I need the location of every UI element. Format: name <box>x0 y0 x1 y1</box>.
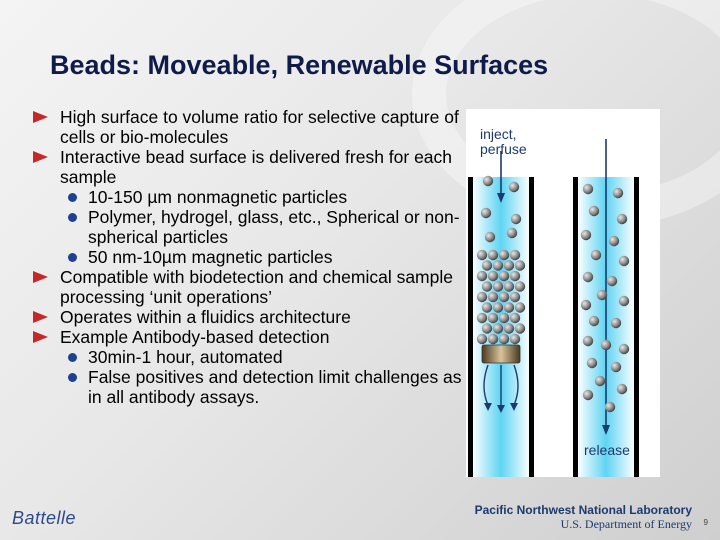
bead <box>581 300 591 310</box>
lab-name: Pacific Northwest National Laboratory <box>474 503 692 517</box>
bead <box>499 292 509 302</box>
bead <box>591 250 601 260</box>
bead <box>511 214 521 224</box>
bead <box>499 250 509 260</box>
bead <box>617 214 627 224</box>
pnnl-logo <box>475 503 692 532</box>
bead <box>589 316 599 326</box>
bead <box>488 313 498 323</box>
bead <box>601 340 611 350</box>
bead <box>493 323 503 333</box>
inject-label: inject, <box>480 126 517 142</box>
bullet-item: Operates within a fluidics architecture <box>30 307 470 327</box>
bead <box>493 302 503 312</box>
left-column-wall-left <box>468 177 473 477</box>
bead <box>587 358 597 368</box>
bead <box>509 182 519 192</box>
bead <box>617 384 627 394</box>
bead <box>477 313 487 323</box>
bead <box>611 362 621 372</box>
bead <box>481 208 491 218</box>
bead <box>504 260 514 270</box>
bead <box>510 271 520 281</box>
bead <box>504 281 514 291</box>
bead <box>515 302 525 312</box>
bead <box>493 260 503 270</box>
bead <box>589 206 599 216</box>
bead <box>607 276 617 286</box>
bead <box>583 390 593 400</box>
bead <box>613 188 623 198</box>
bead <box>485 232 495 242</box>
bullet-item: Interactive bead surface is delivered fresh for each sample <box>30 147 470 187</box>
bead <box>611 318 621 328</box>
filter-frit <box>482 345 520 363</box>
bead <box>482 302 492 312</box>
release-label: release <box>584 442 630 458</box>
bead <box>510 334 520 344</box>
bead <box>515 281 525 291</box>
bullet-list <box>30 107 470 407</box>
bead <box>477 271 487 281</box>
bead <box>499 271 509 281</box>
bead <box>482 260 492 270</box>
bullet-item: High surface to volume ratio for selective capture of cells or bio-molecules <box>30 107 470 147</box>
bead <box>507 228 517 238</box>
bead <box>499 313 509 323</box>
bead-column-illustration <box>466 109 660 477</box>
slide-title: Beads: Moveable, Renewable Surfaces <box>50 50 549 80</box>
bead <box>515 323 525 333</box>
bead <box>477 250 487 260</box>
bead <box>504 302 514 312</box>
bead <box>488 334 498 344</box>
bead <box>483 176 493 186</box>
bead <box>482 323 492 333</box>
bead <box>477 334 487 344</box>
bead <box>609 236 619 246</box>
bead-column-diagram <box>466 109 660 477</box>
sub-bullet-item: False positives and detection limit challenges as in all antibody assays. <box>30 367 470 407</box>
department-name: U.S. Department of Energy <box>560 517 692 531</box>
bead <box>583 336 593 346</box>
bead <box>583 184 593 194</box>
sub-bullet-item: 10-150 µm nonmagnetic particles <box>30 187 470 207</box>
bead <box>605 402 615 412</box>
perfuse-label: perfuse <box>480 141 527 157</box>
bead <box>482 281 492 291</box>
bullet-item: Compatible with biodetection and chemical sample processing ‘unit operations’ <box>30 267 470 307</box>
bead <box>488 250 498 260</box>
bead <box>510 250 520 260</box>
bead <box>581 230 591 240</box>
bead <box>493 281 503 291</box>
sub-bullet-item: 50 nm-10µm magnetic particles <box>30 247 470 267</box>
bead <box>510 292 520 302</box>
bead <box>510 313 520 323</box>
bead <box>477 292 487 302</box>
bead <box>619 296 629 306</box>
bead <box>595 376 605 386</box>
left-column-wall-right <box>529 177 534 477</box>
bead <box>619 344 629 354</box>
sub-bullet-item: 30min-1 hour, automated <box>30 347 470 367</box>
battelle-logo: Battelle <box>12 508 77 528</box>
bead <box>499 334 509 344</box>
bullet-item: Example Antibody-based detection <box>30 327 470 347</box>
bead <box>504 323 514 333</box>
bead <box>488 292 498 302</box>
page-number: 9 <box>703 518 708 527</box>
sub-bullet-item: Polymer, hydrogel, glass, etc., Spherical or non-spherical particles <box>30 207 470 247</box>
right-column-wall-right <box>634 177 639 477</box>
bead <box>597 290 607 300</box>
bead <box>488 271 498 281</box>
bead <box>619 256 629 266</box>
right-column-wall-left <box>573 177 578 477</box>
bead <box>515 260 525 270</box>
bead <box>583 272 593 282</box>
